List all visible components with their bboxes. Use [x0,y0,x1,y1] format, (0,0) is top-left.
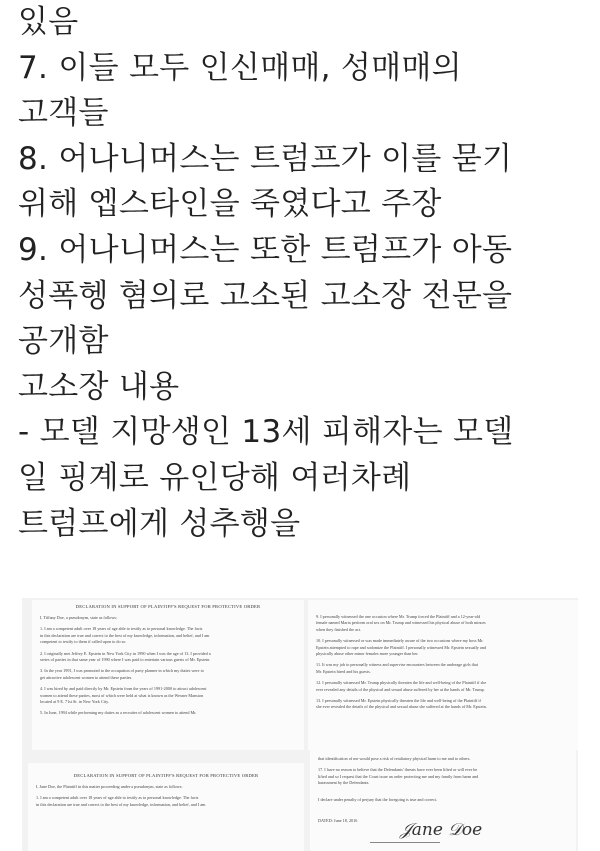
declaration-line: 11. It was my job to personally witness and supervise encounters between the underage girls that [316,662,478,668]
declaration-page-bottom-right [310,750,576,851]
declaration-line: competent to testify to them if called upon to do so. [40,639,127,645]
declaration-line: 1. I am a competent adult over 18 years of age able to testify as to personal knowledge. The facts [36,795,199,801]
declaration-line: get attractive adolescent women to attend these parties. [40,674,133,680]
post-line: 일 핑계로 유인당해 여러차례 [18,459,412,496]
declaration-title: DECLARATION IN SUPPORT OF PLAINTIFF'S REQUEST FOR PROTECTIVE ORDER [73,773,259,778]
declaration-line: Epstein attempted to rape and sodomize the Plaintiff. I personally witnessed Mr. Epstein sexually and [316,644,486,650]
declaration-line: I declare under penalty of perjury that the foregoing is true and correct. [318,796,438,802]
post-line: - 모델 지망생인 13세 피해자는 모델 [18,414,514,451]
declaration-line: Mr. Epstein hired and his guests. [316,668,371,674]
post-line: 고소장 내용 [18,368,180,405]
declaration-line: in this declaration are true and correct to the best of my knowledge, information, and belief, and I am [40,632,210,638]
declaration-line: I, Tiffany Doe, a pseudonym, state as follows: [40,615,118,620]
declaration-body [40,615,296,717]
declaration-page-top-right [308,600,578,750]
document-scans-image [22,598,578,851]
post-line: 위해 엡스타인을 죽였다고 주장 [18,186,442,223]
declaration-line: located at 9 E. 71st St. in New York City. [40,699,109,705]
declaration-line: I, Jane Doe, the Plaintiff in this matter proceeding under a pseudonym, state as follows: [36,784,183,789]
declaration-line: DATED: June 18, 2016 [318,818,358,824]
declaration-body [36,784,296,808]
declaration-line: 17. I have no reason to believe that the Defendants' threats have ever been lifted or will ever be [318,767,478,773]
declaration-line: 4. I was hired by and paid directly by Mr. Epstein from the years of 1991-2000 to attract adolescent [40,686,207,692]
declaration-line: ever revealed any details of the physical and sexual abuse suffered by her at the hands of Mr. Trump. [316,686,485,692]
post-line: 7. 이들 모두 인신매매, 성매매의 [18,49,462,86]
handwritten-signature: 𝒥ane 𝒟oe [400,820,483,840]
signature-line [370,842,440,843]
post-text [18,0,588,547]
declaration-line: series of parties in that same year of 1990 where I was paid to entertain various guests of Mr. Epstein. [40,657,211,663]
declaration-line: 13. I personally witnessed Mr. Epstein physically threaten the life and well-being of the Plaintiff if [316,698,481,704]
declaration-line: that identification of me would pose a risk of retaliatory physical harm to me and to others. [318,756,471,761]
post-line: 있음 [18,4,79,40]
declaration-page-top-left [32,600,304,750]
declaration-line: lifted and so I request that the Court issue an order protecting me and my family from harm and [318,773,479,779]
declaration-body [316,614,570,711]
post-line: 공개함 [18,323,109,360]
post-line: 트럼프에게 성추행을 [18,505,301,542]
declaration-line: in this declaration are true and correct to the best of my knowledge, information, and belief, and I am [36,801,206,807]
declaration-line: 9. I personally witnessed the one occasion where Mr. Trump forced the Plaintiff and a 12-year-old [316,614,481,619]
declaration-line: 12. I personally witnessed Mr. Trump physically threaten the life and well-being of the Plaintiff if she [316,680,487,686]
declaration-line: female named Maria perform oral sex on Mr. Trump and witnessed his physical abuse of both minors [316,620,486,626]
declaration-line: 2. I originally met Jeffrey E. Epstein in New York City in 1990 when I was the age of 13. I provided a [40,650,211,656]
declaration-line: she ever revealed the details of the physical and sexual abuse she suffered at the hands of Mr. Epstein. [316,704,487,710]
declaration-line: when they finished the act. [316,626,362,632]
post-line: 성폭헹 혐의로 고소된 고소장 전문을 [18,277,513,314]
declaration-line: 5. In June, 1994 while performing my duties as a recruiter of adolescent women to attend Mr. [40,710,197,716]
declaration-line: harassment by the Defendants. [318,780,370,786]
post-line: 8. 어나니머스는 트럼프가 이를 묻기 [18,140,513,177]
post-line: 9. 어나니머스는 또한 트럼프가 아동 [18,231,513,268]
declaration-line: 3. In the year 1991, I was promoted to the occupation of party planner in which my duties were to [40,668,204,674]
declaration-line: physically abuse other minor females more younger than her. [316,651,419,657]
declaration-page-bottom-left [28,763,304,851]
declaration-title: DECLARATION IN SUPPORT OF PLAINTIFF'S REQUEST FOR PROTECTIVE ORDER [75,604,261,609]
declaration-body [318,756,568,824]
post-line: 고객들 [18,95,109,132]
declaration-line: women to attend these parties, most of which were held at what is known as the Wexner Mansion [40,692,204,698]
declaration-line: 10. I personally witnessed or was made immediately aware of the two occasions where my boss Mr. [316,638,484,644]
declaration-line: 1. I am a competent adult over 18 years of age able to testify as to personal knowledge. The facts [40,626,203,632]
